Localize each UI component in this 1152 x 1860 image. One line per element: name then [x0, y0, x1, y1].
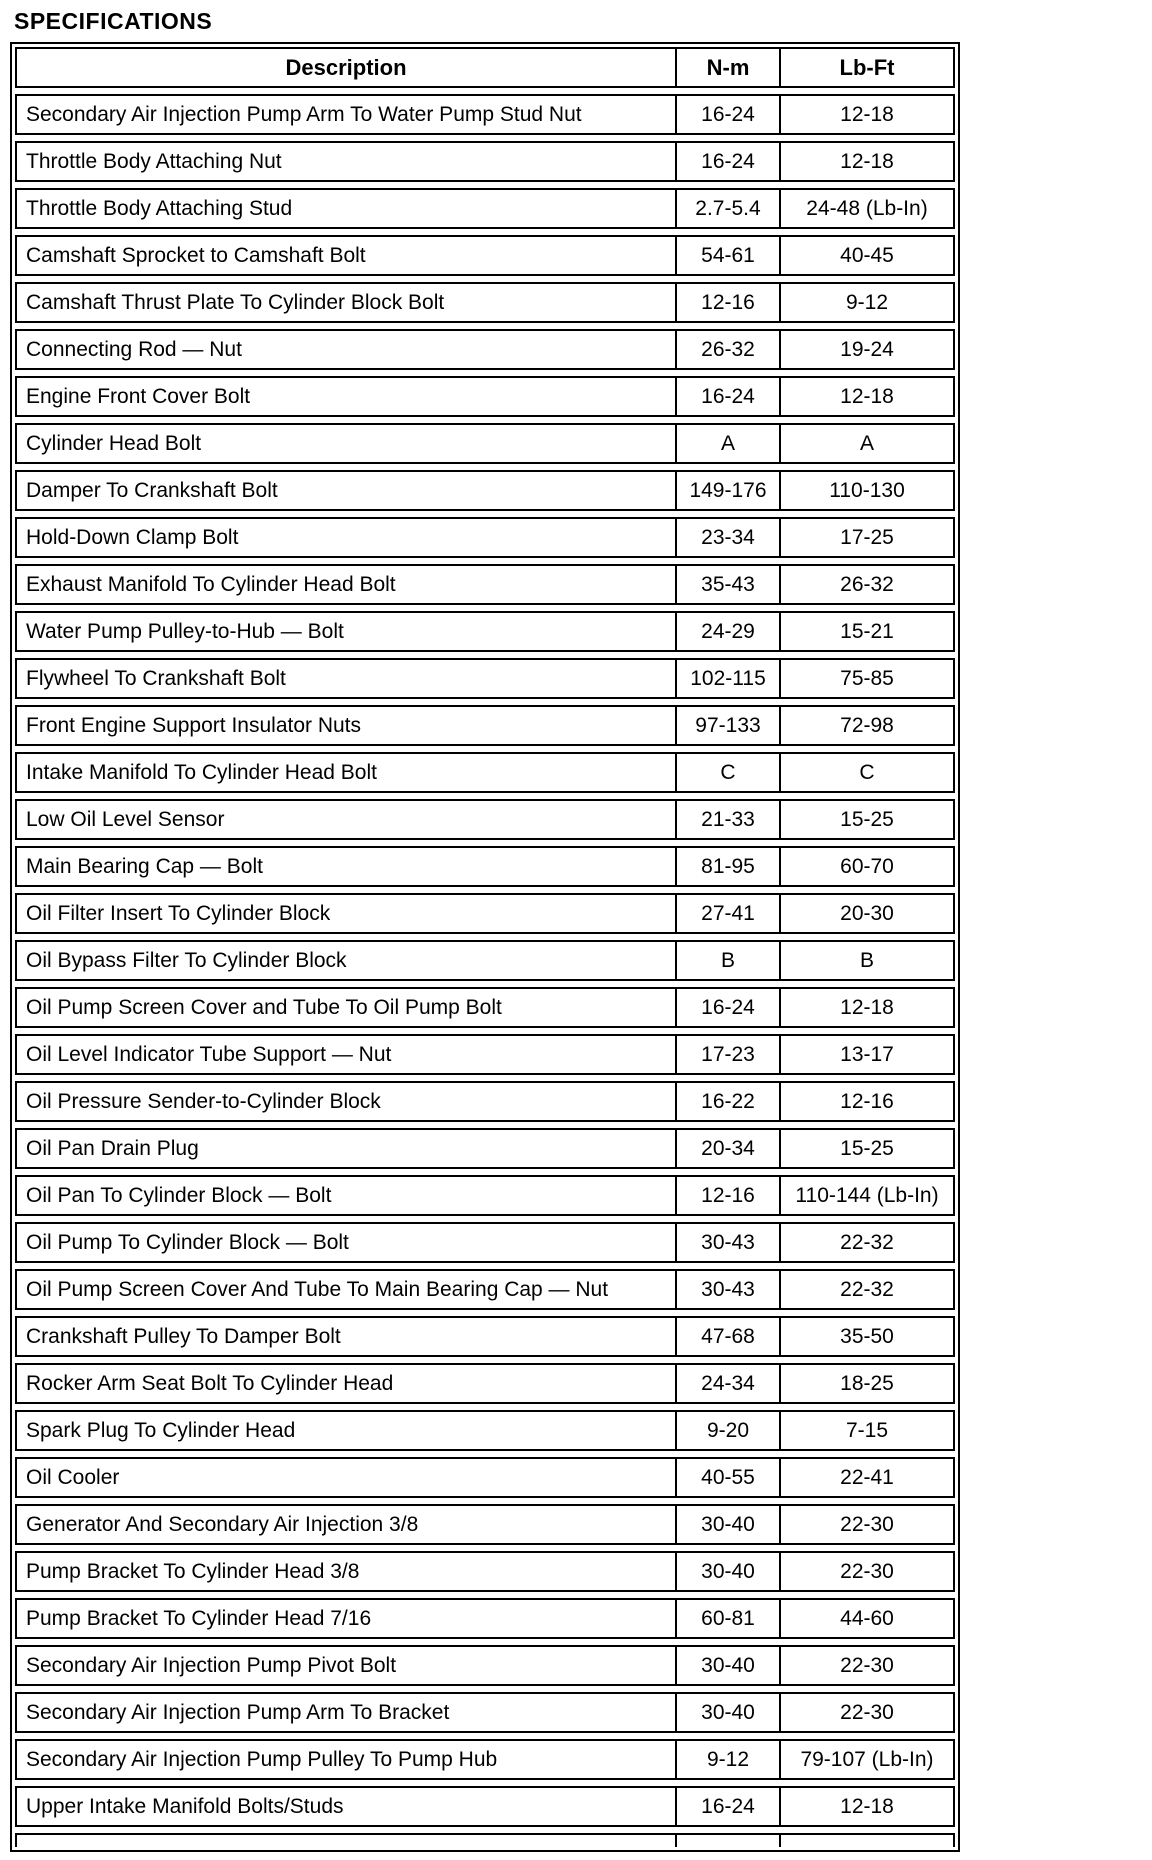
lbft-cell: 22-32	[840, 1230, 894, 1254]
lbft-cell: 22-41	[840, 1465, 894, 1489]
partial-nm-cell	[677, 1835, 781, 1847]
table-row	[15, 564, 955, 605]
lbft-cell: 26-32	[840, 572, 894, 596]
table-row	[15, 1739, 955, 1780]
table-header-row	[15, 47, 955, 88]
lbft-cell: 110-144 (Lb-In)	[795, 1183, 939, 1207]
description-cell: Secondary Air Injection Pump Arm To Water Pump Stud Nut	[17, 96, 677, 133]
description-cell: Camshaft Sprocket to Camshaft Bolt	[17, 237, 677, 274]
lbft-cell: 22-30	[840, 1653, 894, 1677]
lbft-cell: B	[859, 948, 874, 972]
nm-cell: 54-61	[677, 237, 781, 274]
description-cell: Generator And Secondary Air Injection 3/8	[17, 1506, 677, 1543]
nm-cell: 30-40	[677, 1506, 781, 1543]
nm-cell: 12-16	[677, 1177, 781, 1214]
lbft-cell: 24-48 (Lb-In)	[806, 196, 928, 220]
lbft-cell: 110-130	[829, 478, 905, 502]
nm-cell: 81-95	[677, 848, 781, 885]
table-row	[15, 1363, 955, 1404]
description-cell: Secondary Air Injection Pump Arm To Bracket	[17, 1694, 677, 1731]
partial-description-cell	[17, 1835, 677, 1847]
nm-cell: 30-43	[677, 1271, 781, 1308]
nm-cell: 149-176	[677, 472, 781, 509]
nm-cell: 35-43	[677, 566, 781, 603]
nm-cell: B	[677, 942, 781, 979]
header-lbft: Lb-Ft	[839, 54, 895, 80]
description-cell: Camshaft Thrust Plate To Cylinder Block Bolt	[17, 284, 677, 321]
nm-cell: 16-24	[677, 1788, 781, 1825]
lbft-cell: A	[859, 431, 874, 455]
description-cell: Oil Pan Drain Plug	[17, 1130, 677, 1167]
lbft-cell: 12-18	[840, 149, 894, 173]
description-cell: Rocker Arm Seat Bolt To Cylinder Head	[17, 1365, 677, 1402]
nm-cell: 17-23	[677, 1036, 781, 1073]
description-cell: Spark Plug To Cylinder Head	[17, 1412, 677, 1449]
header-description: Description	[17, 49, 677, 86]
description-cell: Upper Intake Manifold Bolts/Studs	[17, 1788, 677, 1825]
table-row	[15, 705, 955, 746]
description-cell: Crankshaft Pulley To Damper Bolt	[17, 1318, 677, 1355]
lbft-cell: 72-98	[840, 713, 894, 737]
table-row	[15, 846, 955, 887]
table-row	[15, 1034, 955, 1075]
table-row	[15, 1692, 955, 1733]
nm-cell: 47-68	[677, 1318, 781, 1355]
lbft-cell: 22-30	[840, 1559, 894, 1583]
description-cell: Pump Bracket To Cylinder Head 3/8	[17, 1553, 677, 1590]
table-row	[15, 1128, 955, 1169]
table-row	[15, 1316, 955, 1357]
lbft-cell: 19-24	[840, 337, 894, 361]
page-title: SPECIFICATIONS	[14, 8, 213, 34]
description-cell: Water Pump Pulley-to-Hub — Bolt	[17, 613, 677, 650]
description-cell: Throttle Body Attaching Nut	[17, 143, 677, 180]
nm-cell: 21-33	[677, 801, 781, 838]
lbft-cell: 79-107 (Lb-In)	[800, 1747, 934, 1771]
description-cell: Throttle Body Attaching Stud	[17, 190, 677, 227]
description-cell: Oil Pump Screen Cover and Tube To Oil Pump Bolt	[17, 989, 677, 1026]
lbft-cell: 7-15	[845, 1418, 889, 1442]
table-row	[15, 1410, 955, 1451]
description-cell: Intake Manifold To Cylinder Head Bolt	[17, 754, 677, 791]
partial-lbft-cell	[781, 1835, 953, 1847]
description-cell: Cylinder Head Bolt	[17, 425, 677, 462]
nm-cell: 16-22	[677, 1083, 781, 1120]
table-body	[15, 94, 955, 1827]
nm-cell: 9-20	[677, 1412, 781, 1449]
table-row	[15, 987, 955, 1028]
nm-cell: 12-16	[677, 284, 781, 321]
table-row	[15, 611, 955, 652]
table-row	[15, 799, 955, 840]
nm-cell: 9-12	[677, 1741, 781, 1778]
nm-cell: 26-32	[677, 331, 781, 368]
nm-cell: 30-40	[677, 1694, 781, 1731]
table-row	[15, 940, 955, 981]
description-cell: Flywheel To Crankshaft Bolt	[17, 660, 677, 697]
table-row	[15, 94, 955, 135]
description-cell: Connecting Rod — Nut	[17, 331, 677, 368]
nm-cell: 40-55	[677, 1459, 781, 1496]
table-row	[15, 188, 955, 229]
description-cell: Secondary Air Injection Pump Pivot Bolt	[17, 1647, 677, 1684]
table-row	[15, 752, 955, 793]
table-row	[15, 1504, 955, 1545]
table-row	[15, 1551, 955, 1592]
lbft-cell: 22-30	[840, 1700, 894, 1724]
description-cell: Low Oil Level Sensor	[17, 801, 677, 838]
lbft-cell: 17-25	[840, 525, 894, 549]
nm-cell: A	[677, 425, 781, 462]
table-row	[15, 329, 955, 370]
nm-cell: 102-115	[677, 660, 781, 697]
table-row	[15, 893, 955, 934]
lbft-cell: 12-18	[840, 1794, 894, 1818]
nm-cell: 16-24	[677, 96, 781, 133]
lbft-cell: 9-12	[845, 290, 889, 314]
table-row	[15, 658, 955, 699]
table-row	[15, 1645, 955, 1686]
table-row	[15, 141, 955, 182]
table-row	[15, 423, 955, 464]
lbft-cell: 15-21	[840, 619, 894, 643]
nm-cell: 30-40	[677, 1647, 781, 1684]
lbft-cell: 40-45	[840, 243, 894, 267]
nm-cell: 30-40	[677, 1553, 781, 1590]
table-row	[15, 517, 955, 558]
description-cell: Oil Cooler	[17, 1459, 677, 1496]
description-cell: Exhaust Manifold To Cylinder Head Bolt	[17, 566, 677, 603]
lbft-cell: 22-32	[840, 1277, 894, 1301]
description-cell: Oil Pan To Cylinder Block — Bolt	[17, 1177, 677, 1214]
table-row	[15, 1081, 955, 1122]
description-cell: Main Bearing Cap — Bolt	[17, 848, 677, 885]
description-cell: Oil Pressure Sender-to-Cylinder Block	[17, 1083, 677, 1120]
nm-cell: 16-24	[677, 143, 781, 180]
table-row	[15, 1222, 955, 1263]
nm-cell: 20-34	[677, 1130, 781, 1167]
description-cell: Hold-Down Clamp Bolt	[17, 519, 677, 556]
lbft-cell: 13-17	[840, 1042, 894, 1066]
lbft-cell: 22-30	[840, 1512, 894, 1536]
nm-cell: 2.7-5.4	[677, 190, 781, 227]
lbft-cell: 15-25	[840, 1136, 894, 1160]
description-cell: Oil Pump Screen Cover And Tube To Main Bearing Cap — Nut	[17, 1271, 677, 1308]
lbft-cell: 12-18	[840, 995, 894, 1019]
table-row	[15, 282, 955, 323]
lbft-cell: C	[859, 760, 875, 784]
table-row	[15, 1457, 955, 1498]
nm-cell: 16-24	[677, 989, 781, 1026]
nm-cell: 24-29	[677, 613, 781, 650]
nm-cell: 60-81	[677, 1600, 781, 1637]
description-cell: Front Engine Support Insulator Nuts	[17, 707, 677, 744]
nm-cell: 30-43	[677, 1224, 781, 1261]
table-row	[15, 1269, 955, 1310]
lbft-cell: 44-60	[840, 1606, 894, 1630]
nm-cell: 27-41	[677, 895, 781, 932]
lbft-cell: 75-85	[840, 666, 894, 690]
description-cell: Secondary Air Injection Pump Pulley To Pump Hub	[17, 1741, 677, 1778]
lbft-cell: 60-70	[840, 854, 894, 878]
nm-cell: 23-34	[677, 519, 781, 556]
table-row	[15, 235, 955, 276]
lbft-cell: 20-30	[840, 901, 894, 925]
lbft-cell: 12-18	[840, 384, 894, 408]
table-row	[15, 376, 955, 417]
nm-cell: 97-133	[677, 707, 781, 744]
nm-cell: 16-24	[677, 378, 781, 415]
lbft-cell: 15-25	[840, 807, 894, 831]
table-row	[15, 1598, 955, 1639]
description-cell: Oil Level Indicator Tube Support — Nut	[17, 1036, 677, 1073]
lbft-cell: 35-50	[840, 1324, 894, 1348]
description-cell: Oil Pump To Cylinder Block — Bolt	[17, 1224, 677, 1261]
specifications-table	[10, 42, 960, 1852]
lbft-cell: 12-16	[840, 1089, 894, 1113]
lbft-cell: 18-25	[840, 1371, 894, 1395]
partial-next-row	[15, 1833, 955, 1847]
table-row	[15, 1786, 955, 1827]
nm-cell: C	[677, 754, 781, 791]
table-row	[15, 470, 955, 511]
description-cell: Oil Filter Insert To Cylinder Block	[17, 895, 677, 932]
description-cell: Damper To Crankshaft Bolt	[17, 472, 677, 509]
nm-cell: 24-34	[677, 1365, 781, 1402]
header-nm: N-m	[677, 49, 781, 86]
lbft-cell: 12-18	[840, 102, 894, 126]
table-row	[15, 1175, 955, 1216]
description-cell: Pump Bracket To Cylinder Head 7/16	[17, 1600, 677, 1637]
description-cell: Oil Bypass Filter To Cylinder Block	[17, 942, 677, 979]
description-cell: Engine Front Cover Bolt	[17, 378, 677, 415]
